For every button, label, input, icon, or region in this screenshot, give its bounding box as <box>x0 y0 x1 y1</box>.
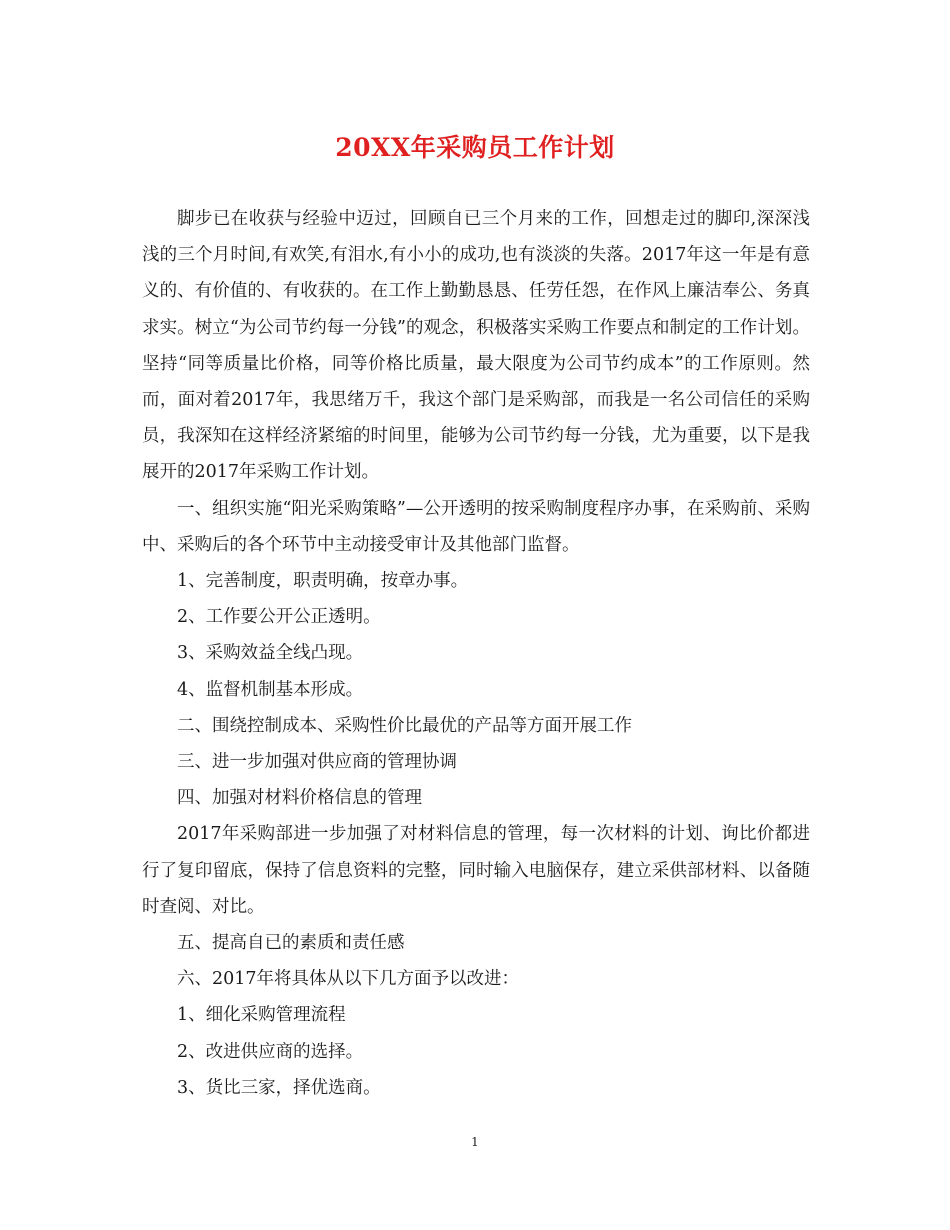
page-number: 1 <box>471 1135 479 1149</box>
document-title: 20XX年采购员工作计划 <box>335 133 615 162</box>
document-body <box>142 201 810 1106</box>
paragraph-section-1: 一、组织实施“阳光采购策略”—公开透明的按采购制度程序办事，在采购前、采购中、采购后的各个环节中主动接受审计及其他部门监督。 <box>142 498 810 555</box>
list-item: 1、细化采购管理流程 <box>177 1005 346 1026</box>
paragraph-section-3: 三、进一步加强对供应商的管理协调 <box>177 752 457 773</box>
paragraph-intro: 脚步已在收获与经验中迈过，回顾自已三个月来的工作，回想走过的脚印,深深浅浅的三个月时间,有欢笑,有泪水,有小小的成功,也有淡淡的失落。2017年这一年是有意义的、有价值的、有收获的。在工作上勤勤恳恳、任劳任怨，在作风上廉洁奉公、务真求实。树立“为公司节约每一分钱”的观念，积极落实采购工作要点和制定的工作计划。坚持“同等质量比价格，同等价格比质量，最大限度为公司节约成本”的工作原则。然而，面对着2017年，我思绪万千，我这个部门是采购部，而我是一名公司信任的采购员，我深知在这样经济紧缩的时间里，能够为公司节约每一分钱，尤为重要，以下是我展开的2017年采购工作计划。 <box>142 209 810 483</box>
paragraph-section-6: 六、2017年将具体从以下几方面予以改进： <box>177 969 520 990</box>
list-item: 2、工作要公开公正透明。 <box>177 607 381 628</box>
list-item: 2、改进供应商的选择。 <box>177 1041 364 1062</box>
list-item: 4、监督机制基本形成。 <box>177 679 364 700</box>
list-item: 1、完善制度，职责明确，按章办事。 <box>177 571 469 592</box>
paragraph-section-4: 四、加强对材料价格信息的管理 <box>177 788 422 809</box>
paragraph-section-5: 五、提高自已的素质和责任感 <box>177 933 405 954</box>
paragraph-materials: 2017年采购部进一步加强了对材料信息的管理，每一次材料的计划、询比价都进行了复印留底，保持了信息资料的完整，同时输入电脑保存，建立采供部材料、以备随时查阅、对比。 <box>142 824 810 917</box>
paragraph-section-2: 二、围绕控制成本、采购性价比最优的产品等方面开展工作 <box>177 715 632 736</box>
list-item: 3、采购效益全线凸现。 <box>177 643 364 664</box>
list-item: 3、货比三家，择优选商。 <box>177 1077 381 1098</box>
